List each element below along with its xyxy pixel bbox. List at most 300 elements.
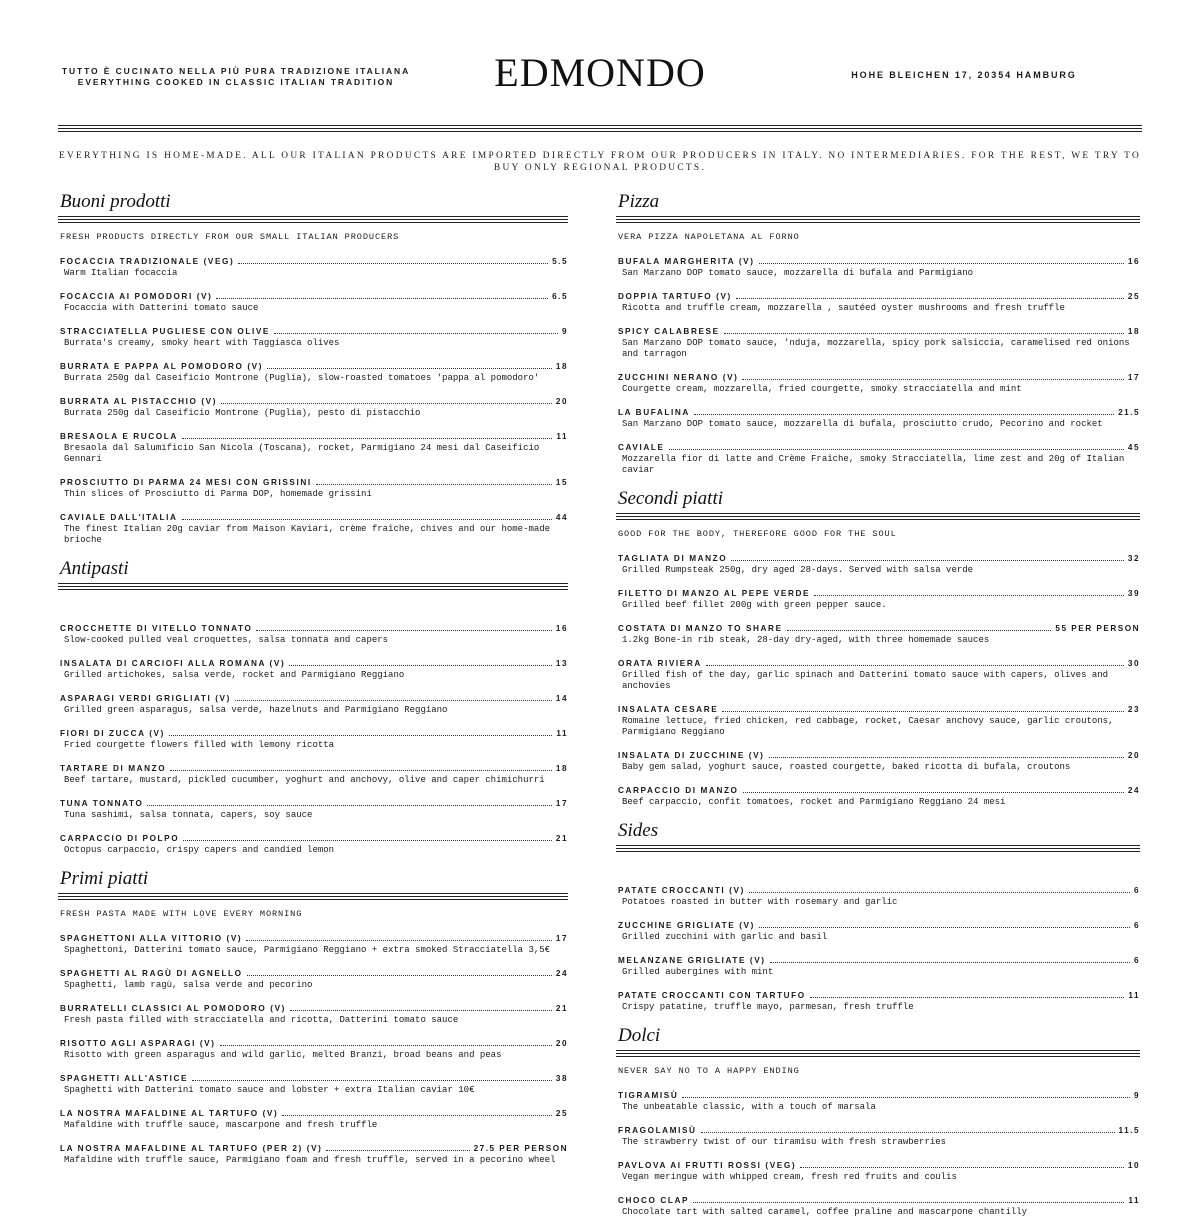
menu-item-name: CARPACCIO DI POLPO	[60, 834, 180, 843]
menu-item-line	[616, 884, 1140, 895]
dot-leader	[693, 1202, 1124, 1203]
section-divider	[58, 216, 568, 223]
menu-item-description: Risotto with green asparagus and wild garlic, melted Branzi, broad beans and peas	[64, 1050, 502, 1060]
menu-item-list	[58, 932, 568, 1166]
menu-item-name: INSALATA DI ZUCCHINE (V)	[618, 751, 765, 760]
menu-item	[58, 395, 568, 419]
menu-item-line	[616, 441, 1140, 452]
menu-item-name: FOCACCIA AI POMODORI (V)	[60, 292, 213, 301]
menu-item-line	[616, 989, 1140, 1000]
dot-leader	[170, 770, 552, 771]
section-title: Dolci	[618, 1025, 661, 1046]
menu-item-line	[616, 657, 1140, 668]
tagline-english: EVERYTHING COOKED IN CLASSIC ITALIAN TRADITION	[77, 77, 395, 87]
menu-item-price: 16	[555, 624, 568, 633]
menu-item-description: Mafaldine with truffle sauce, Parmigiano foam and fresh truffle, served in a pecorino wheel	[64, 1155, 556, 1165]
dot-leader	[722, 711, 1124, 712]
menu-item-name: FILETTO DI MANZO AL PEPE VERDE	[618, 589, 811, 598]
dot-leader	[694, 414, 1114, 415]
menu-item	[58, 476, 568, 500]
section-subtitle	[616, 861, 1140, 873]
section-title: Secondi piatti	[618, 488, 724, 509]
menu-item-price: 39	[1127, 589, 1140, 598]
dot-leader	[290, 1010, 552, 1011]
menu-item-description: Burrata's creamy, smoky heart with Taggiasca olives	[64, 338, 340, 348]
menu-item-price: 18	[555, 764, 568, 773]
menu-item-description: Potatoes roasted in butter with rosemary and garlic	[622, 897, 898, 907]
menu-item-line	[58, 430, 568, 441]
menu-item-price: 11	[556, 729, 568, 738]
menu-item-price: 32	[1127, 554, 1140, 563]
dot-leader	[769, 757, 1124, 758]
menu-item-description: Bresaola dal Salumificio San Nicola (Toscana), rocket, Parmigiano 24 mesi dal Caseificio Gennari	[64, 443, 540, 464]
menu-item-line	[616, 371, 1140, 382]
menu-item	[58, 622, 568, 646]
menu-item-name: TUNA TONNATO	[60, 799, 144, 808]
menu-item-line	[616, 552, 1140, 563]
menu-item-name: DOPPIA TARTUFO (V)	[618, 292, 732, 301]
menu-item-name: BURRATA AL PISTACCHIO (V)	[60, 397, 218, 406]
section-divider	[58, 893, 568, 900]
dot-leader	[724, 333, 1124, 334]
dot-leader	[749, 892, 1130, 893]
menu-item-name: TARTARE DI MANZO	[60, 764, 167, 773]
menu-item-name: TIGRAMISÙ	[618, 1091, 679, 1100]
menu-item-name: PATATE CROCCANTI CON TARTUFO	[618, 991, 806, 1000]
dot-leader	[743, 792, 1124, 793]
menu-item-price: 13	[555, 659, 568, 668]
dot-leader	[246, 940, 552, 941]
dot-leader	[814, 595, 1124, 596]
menu-item-name: INSALATA CESARE	[618, 705, 719, 714]
menu-item	[616, 587, 1140, 611]
menu-item-description: Courgette cream, mozzarella, fried courgette, smoky stracciatella and mint	[622, 384, 1022, 394]
menu-item	[58, 430, 568, 465]
menu-item-description: The strawberry twist of our tiramisu with fresh strawberries	[622, 1137, 947, 1147]
restaurant-address: HOHE BLEICHEN 17, 20354 HAMBURG	[851, 70, 1077, 80]
menu-item-line	[616, 587, 1140, 598]
menu-item	[58, 657, 568, 681]
menu-item-price: 17	[1127, 373, 1140, 382]
menu-item-price: 11	[1128, 991, 1140, 1000]
menu-item-description: Grilled Rumpsteak 250g, dry aged 28-days. Served with salsa verde	[622, 565, 974, 575]
menu-item	[616, 552, 1140, 576]
menu-item-line	[616, 255, 1140, 266]
menu-item	[58, 967, 568, 991]
dot-leader	[169, 735, 552, 736]
menu-item-list	[58, 622, 568, 856]
menu-item-name: LA NOSTRA MAFALDINE AL TARTUFO (V)	[60, 1109, 279, 1118]
dot-leader	[770, 962, 1130, 963]
menu-item-description: Focaccia with Datterini tomato sauce	[64, 303, 259, 313]
menu-item-price: 20	[1127, 751, 1140, 760]
menu-item-name: CHOCO CLAP	[618, 1196, 690, 1205]
dot-leader	[289, 665, 552, 666]
menu-item	[58, 1142, 568, 1166]
menu-item-description: Warm Italian focaccia	[64, 268, 178, 278]
menu-item-price: 17	[555, 799, 568, 808]
menu-item-name: PAVLOVA AI FRUTTI ROSSI (VEG)	[618, 1161, 797, 1170]
menu-item-description: Burrata 250g dal Caseificio Montrone (Puglia), pesto di pistacchio	[64, 408, 421, 418]
menu-item-line	[616, 703, 1140, 714]
menu-item	[616, 989, 1140, 1013]
menu-item-description: Octopus carpaccio, crispy capers and candied lemon	[64, 845, 335, 855]
menu-item-price: 25	[555, 1109, 568, 1118]
menu-item-description: 1.2kg Bone-in rib steak, 28-day dry-aged, with three homemade sauces	[622, 635, 990, 645]
menu-item-price: 9	[1133, 1091, 1140, 1100]
menu-item-line	[616, 749, 1140, 760]
section-subtitle: VERA PIZZA NAPOLETANA AL FORNO	[618, 232, 800, 242]
menu-item-price: 20	[555, 397, 568, 406]
menu-item-list	[616, 552, 1140, 808]
menu-item-description: San Marzano DOP tomato sauce, mozzarella di bufala and Parmigiano	[622, 268, 974, 278]
dot-leader	[147, 805, 551, 806]
section-subtitle: FRESH PASTA MADE WITH LOVE EVERY MORNING	[60, 909, 303, 919]
menu-item-line	[616, 919, 1140, 930]
menu-item-price: 55 PER PERSON	[1055, 624, 1140, 633]
menu-item	[616, 255, 1140, 279]
dot-leader	[736, 298, 1124, 299]
menu-item-description: Thin slices of Prosciutto di Parma DOP, homemade grissini	[64, 489, 372, 499]
menu-item-price: 30	[1127, 659, 1140, 668]
menu-column-left	[58, 190, 568, 1177]
section-pizza	[616, 190, 1140, 476]
menu-item-line	[58, 255, 568, 266]
menu-item	[616, 884, 1140, 908]
menu-item	[58, 762, 568, 786]
dot-leader	[256, 630, 551, 631]
menu-item-price: 11.5	[1118, 1126, 1140, 1135]
menu-item-price: 45	[1127, 443, 1140, 452]
menu-item-description: The finest Italian 20g caviar from Maison Kaviari, crème fraîche, chives and our home-made brioche	[64, 524, 551, 545]
menu-item-name: BRESAOLA E RUCOLA	[60, 432, 178, 441]
section-divider	[58, 583, 568, 590]
dot-leader	[220, 1045, 552, 1046]
menu-item-line	[616, 954, 1140, 965]
menu-item-description: Grilled aubergines with mint	[622, 967, 774, 977]
menu-item-description: Beef carpaccio, confit tomatoes, rocket and Parmigiano Reggiano 24 mesi	[622, 797, 1006, 807]
menu-item-description: Grilled beef fillet 200g with green pepper sauce.	[622, 600, 887, 610]
menu-item-line	[58, 797, 568, 808]
menu-item	[58, 1037, 568, 1061]
section-divider	[616, 216, 1140, 223]
menu-item-line	[58, 395, 568, 406]
menu-item-line	[616, 784, 1140, 795]
menu-item-description: Chocolate tart with salted caramel, coffee praline and mascarpone chantilly	[622, 1207, 1028, 1217]
menu-item-name: LA BUFALINA	[618, 408, 690, 417]
menu-item-price: 16	[1127, 257, 1140, 266]
menu-item-line	[58, 657, 568, 668]
menu-item-price: 24	[1127, 786, 1140, 795]
menu-item-price: 18	[555, 362, 568, 371]
menu-item	[616, 622, 1140, 646]
menu-item-name: CAVIALE	[618, 443, 665, 452]
menu-item-line	[58, 1037, 568, 1048]
menu-item	[616, 371, 1140, 395]
tagline	[58, 66, 414, 88]
menu-item-price: 21	[555, 1004, 568, 1013]
menu-item-description: Beef tartare, mustard, pickled cucumber, yoghurt and anchovy, olive and caper chimichurri	[64, 775, 545, 785]
dot-leader	[221, 403, 552, 404]
menu-item	[616, 441, 1140, 476]
section-divider	[616, 513, 1140, 520]
menu-item-price: 10	[1127, 1161, 1140, 1170]
menu-item-name: FRAGOLAMISÙ	[618, 1126, 697, 1135]
menu-item	[58, 727, 568, 751]
menu-item-name: ZUCCHINE GRIGLIATE (V)	[618, 921, 755, 930]
menu-item-line	[58, 1142, 568, 1153]
section-title: Primi piatti	[60, 868, 149, 889]
menu-column-right	[616, 190, 1140, 1229]
section-subtitle	[58, 599, 568, 611]
dot-leader	[216, 298, 548, 299]
menu-item-name: TAGLIATA DI MANZO	[618, 554, 728, 563]
menu-item-line	[616, 1124, 1140, 1135]
menu-item	[616, 784, 1140, 808]
menu-item-name: PROSCIUTTO DI PARMA 24 MESI CON GRISSINI	[60, 478, 312, 487]
section-subtitle: NEVER SAY NO TO A HAPPY ENDING	[618, 1066, 800, 1076]
menu-item	[616, 1159, 1140, 1183]
menu-item-price: 18	[1127, 327, 1140, 336]
menu-item-price: 38	[555, 1074, 568, 1083]
section-divider	[616, 845, 1140, 852]
menu-item-price: 21	[555, 834, 568, 843]
menu-item-line	[58, 360, 568, 371]
menu-item	[58, 1072, 568, 1096]
menu-item-description: Slow-cooked pulled veal croquettes, salsa tonnata and capers	[64, 635, 389, 645]
dot-leader	[669, 449, 1124, 450]
menu-item	[58, 255, 568, 279]
menu-item-line	[616, 622, 1140, 633]
menu-item-name: SPAGHETTI ALL'ASTICE	[60, 1074, 189, 1083]
menu-item-price: 21.5	[1118, 408, 1140, 417]
menu-item-description: Spaghettoni, Datterini tomato sauce, Parmigiano Reggiano + extra smoked Stracciatella 3,5€	[64, 945, 551, 955]
menu-item-price: 15	[555, 478, 568, 487]
menu-item-description: San Marzano DOP tomato sauce, mozzarella di bufala, prosciutto crudo, Pecorino and rocket	[622, 419, 1103, 429]
menu-item-name: RISOTTO AGLI ASPARAGI (V)	[60, 1039, 216, 1048]
menu-item-price: 11	[1128, 1196, 1140, 1205]
menu-item-list	[58, 255, 568, 546]
menu-item-price: 20	[555, 1039, 568, 1048]
menu-item-line	[616, 1159, 1140, 1170]
menu-item-name: BURRATA E PAPPA AL POMODORO (V)	[60, 362, 264, 371]
menu-item-line	[58, 325, 568, 336]
menu-item-price: 14	[555, 694, 568, 703]
menu-item-line	[58, 622, 568, 633]
menu-item-line	[58, 727, 568, 738]
menu-item	[58, 511, 568, 546]
menu-item-description: Tuna sashimi, salsa tonnata, capers, soy sauce	[64, 810, 313, 820]
menu-item-name: SPICY CALABRESE	[618, 327, 720, 336]
menu-item-list	[616, 1089, 1140, 1218]
section-subtitle: GOOD FOR THE BODY, THEREFORE GOOD FOR THE SOUL	[618, 529, 897, 539]
menu-item	[58, 832, 568, 856]
menu-item-name: ASPARAGI VERDI GRIGLIATI (V)	[60, 694, 231, 703]
menu-item-description: Spaghetti, lamb ragù, salsa verde and pecorino	[64, 980, 313, 990]
menu-item	[58, 932, 568, 956]
menu-item-name: CAVIALE DALL'ITALIA	[60, 513, 178, 522]
menu-item	[616, 1124, 1140, 1148]
menu-item-name: ORATA RIVIERA	[618, 659, 702, 668]
menu-header	[0, 0, 1200, 120]
menu-item	[58, 1107, 568, 1131]
menu-item-line	[616, 1089, 1140, 1100]
menu-item-price: 44	[555, 513, 568, 522]
menu-item-price: 23	[1127, 705, 1140, 714]
menu-item-price: 6	[1133, 886, 1140, 895]
restaurant-logo: EDMONDO	[494, 50, 706, 95]
menu-item-price: 9	[561, 327, 568, 336]
menu-item-description: Vegan meringue with whipped cream, fresh red fruits and coulis	[622, 1172, 957, 1182]
menu-item-name: SPAGHETTONI ALLA VITTORIO (V)	[60, 934, 243, 943]
dot-leader	[742, 379, 1123, 380]
menu-item-description: San Marzano DOP tomato sauce, 'nduja, mozzarella, spicy pork salsiccia, caramelised red onions and tarragon	[622, 338, 1130, 359]
section-primi-piatti	[58, 867, 568, 1166]
menu-item-name: COSTATA DI MANZO TO SHARE	[618, 624, 783, 633]
menu-item-description: Romaine lettuce, fried chicken, red cabbage, rocket, Caesar anchovy sauce, garlic croutons, Parmigiano Reggiano	[622, 716, 1114, 737]
menu-item-price: 6	[1133, 921, 1140, 930]
menu-item-price: 5.5	[552, 257, 568, 266]
menu-item	[616, 657, 1140, 692]
menu-item-line	[58, 832, 568, 843]
section-antipasti	[58, 557, 568, 856]
menu-item-name: CARPACCIO DI MANZO	[618, 786, 739, 795]
menu-item-description: Mafaldine with truffle sauce, mascarpone and fresh truffle	[64, 1120, 378, 1130]
menu-item-description: Fresh pasta filled with stracciatella and ricotta, Datterini tomato sauce	[64, 1015, 459, 1025]
menu-item-description: Grilled artichokes, salsa verde, rocket and Parmigiano Reggiano	[64, 670, 405, 680]
section-title: Pizza	[618, 191, 660, 212]
menu-item-line	[616, 325, 1140, 336]
dot-leader	[182, 519, 552, 520]
menu-item-line	[58, 511, 568, 522]
menu-item-line	[58, 1072, 568, 1083]
section-subtitle: FRESH PRODUCTS DIRECTLY FROM OUR SMALL ITALIAN PRODUCERS	[60, 232, 400, 242]
menu-item	[58, 290, 568, 314]
menu-item-description: Grilled zucchini with garlic and basil	[622, 932, 828, 942]
intro-text: EVERYTHING IS HOME-MADE. ALL OUR ITALIAN PRODUCTS ARE IMPORTED DIRECTLY FROM OUR PRODUCERS IN ITALY. NO INTERMEDIARIES. FOR THE REST, WE TRY TO BUY ONLY REGIONAL PRODUCTS.	[58, 151, 1142, 173]
menu-item-name: BURRATELLI CLASSICI AL POMODORO (V)	[60, 1004, 286, 1013]
menu-item	[616, 290, 1140, 314]
menu-item	[616, 749, 1140, 773]
dot-leader	[701, 1132, 1115, 1133]
menu-item	[58, 325, 568, 349]
dot-leader	[182, 438, 552, 439]
dot-leader	[247, 975, 552, 976]
menu-item-price: 6.5	[552, 292, 568, 301]
menu-item-description: Fried courgette flowers filled with lemony ricotta	[64, 740, 335, 750]
menu-item-price: 24	[555, 969, 568, 978]
menu-item-line	[58, 762, 568, 773]
section-title: Buoni prodotti	[60, 191, 171, 212]
dot-leader	[731, 560, 1124, 561]
menu-item-name: MELANZANE GRIGLIATE (V)	[618, 956, 766, 965]
menu-item-name: ZUCCHINI NERANO (V)	[618, 373, 739, 382]
menu-item-line	[58, 932, 568, 943]
menu-item-description: Grilled green asparagus, salsa verde, hazelnuts and Parmigiano Reggiano	[64, 705, 448, 715]
menu-item-description: Mozzarella fior di latte and Crème Fraîche, smoky Stracciatella, lime zest and 20g of Italian caviar	[622, 454, 1125, 475]
dot-leader	[235, 700, 552, 701]
dot-leader	[267, 368, 552, 369]
dot-leader	[316, 484, 552, 485]
menu-item-description: The unbeatable classic, with a touch of marsala	[622, 1102, 876, 1112]
menu-item-price: 11	[556, 432, 568, 441]
menu-item-name: FIORI DI ZUCCA (V)	[60, 729, 165, 738]
section-secondi-piatti	[616, 487, 1140, 808]
menu-item-name: INSALATA DI CARCIOFI ALLA ROMANA (V)	[60, 659, 286, 668]
dot-leader	[282, 1115, 552, 1116]
menu-item-line	[616, 406, 1140, 417]
menu-item-price: 17	[555, 934, 568, 943]
menu-item-description: Burrata 250g dal Caseificio Montrone (Puglia), slow-roasted tomatoes 'pappa al pomodoro'	[64, 373, 540, 383]
menu-item-description: Grilled fish of the day, garlic spinach and Datterini tomato sauce with capers, olives and anchovies	[622, 670, 1109, 691]
menu-item-line	[616, 290, 1140, 301]
menu-item-price: 27.5 PER PERSON	[473, 1144, 568, 1153]
menu-item-description: Crispy patatine, truffle mayo, parmesan, fresh truffle	[622, 1002, 914, 1012]
menu-item-name: FOCACCIA TRADIZIONALE (VEG)	[60, 257, 235, 266]
dot-leader	[759, 263, 1124, 264]
menu-item	[616, 703, 1140, 738]
menu-item-name: PATATE CROCCANTI (V)	[618, 886, 745, 895]
menu-item	[58, 1002, 568, 1026]
dot-leader	[183, 840, 552, 841]
dot-leader	[274, 333, 558, 334]
header-divider	[58, 125, 1142, 132]
menu-item-name: BUFALA MARGHERITA (V)	[618, 257, 755, 266]
menu-item-price: 25	[1127, 292, 1140, 301]
menu-item	[616, 1089, 1140, 1113]
dot-leader	[238, 263, 548, 264]
menu-item-line	[58, 1107, 568, 1118]
section-divider	[616, 1050, 1140, 1057]
tagline-italian: TUTTO È CUCINATO NELLA PIÙ PURA TRADIZIONE ITALIANA	[61, 66, 411, 76]
menu-item-line	[58, 476, 568, 487]
dot-leader	[787, 630, 1052, 631]
dot-leader	[759, 927, 1130, 928]
menu-item	[616, 406, 1140, 430]
menu-item-list	[616, 255, 1140, 476]
menu-item	[616, 919, 1140, 943]
menu-item-line	[58, 967, 568, 978]
menu-item	[616, 1194, 1140, 1218]
section-title: Sides	[618, 820, 659, 841]
menu-item-description: Ricotta and truffle cream, mozzarella , sautéed oyster mushrooms and fresh truffle	[622, 303, 1065, 313]
menu-item-line	[58, 1002, 568, 1013]
dot-leader	[326, 1150, 469, 1151]
dot-leader	[706, 665, 1124, 666]
menu-item-name: LA NOSTRA MAFALDINE AL TARTUFO (PER 2) (V)	[60, 1144, 323, 1153]
menu-item-line	[58, 290, 568, 301]
menu-item	[616, 954, 1140, 978]
menu-item-line	[58, 692, 568, 703]
section-dolci	[616, 1024, 1140, 1218]
menu-item-name: STRACCIATELLA PUGLIESE CON OLIVE	[60, 327, 270, 336]
menu-item-list	[616, 884, 1140, 1013]
menu-item-description: Spaghetti with Datterini tomato sauce and lobster + extra Italian caviar 10€	[64, 1085, 475, 1095]
dot-leader	[682, 1097, 1130, 1098]
dot-leader	[192, 1080, 552, 1081]
menu-item-name: CROCCHETTE DI VITELLO TONNATO	[60, 624, 253, 633]
menu-item	[58, 360, 568, 384]
menu-item-name: SPAGHETTI AL RAGÙ DI AGNELLO	[60, 969, 243, 978]
dot-leader	[800, 1167, 1124, 1168]
menu-item-description: Baby gem salad, yoghurt sauce, roasted courgette, baked ricotta di bufala, croutons	[622, 762, 1071, 772]
dot-leader	[810, 997, 1125, 998]
section-buoni-prodotti	[58, 190, 568, 546]
section-title: Antipasti	[60, 558, 129, 579]
menu-item	[616, 325, 1140, 360]
menu-item	[58, 797, 568, 821]
section-sides	[616, 819, 1140, 1013]
